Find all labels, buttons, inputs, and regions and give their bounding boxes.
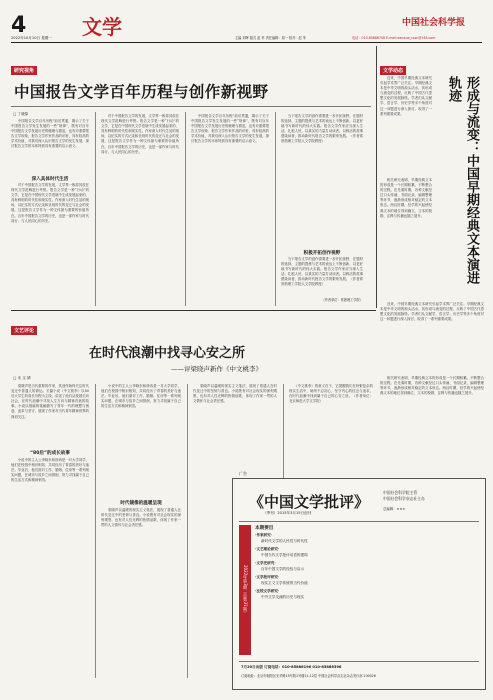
subheading: 时代镜像的温暖呈现 xyxy=(120,501,162,506)
ad-footer: 7月20日出版 订阅电话：010-85886196 010-85886396 xyxy=(241,665,342,669)
article-author: □ 丁晓原 xyxy=(13,112,29,116)
ad-issue-line: （季刊）2015年3月15日创刊 xyxy=(263,511,312,515)
column-label: 研究视角 xyxy=(11,66,37,75)
vertical-article-title: 形成与流变：中国早期经典文本演进轨迹 xyxy=(446,76,479,284)
column-divider xyxy=(275,112,276,306)
ad-sponsor: 中国社会科学杂志社主办 xyxy=(383,496,425,501)
toc-item: ·文艺理论研究· xyxy=(255,547,280,551)
body-paragraph: 当下报告文学的创作需要进一步开拓视野，在题材的选择、主题的提炼与艺术的表达上不断创新，以更好地书写新时代的伟大实践。报告文学作家应当深入生活、扎根人民，以真实的力量打动读者，以鲜活的故事感染读者，推动新时代报告文学的繁荣发展。（作者系常熟理工学院人文学院教授） xyxy=(281,114,363,144)
toc-item: 中国当代文学批评话语的建构 xyxy=(261,553,308,557)
body-paragraph: 中国报告文学百年历程”前后贯通，揭示了关于中国报告文学发生发展的一些“规律”，既有对百年中国报告文学发展历史的梳理与描述，也有对重要报告文学现象、报告文学作家作品的评析，具有较高的学术价值，对我们深入认识报告文学的发生发展，探讨报告文学的本体特质具有重要的启示意义。 xyxy=(11,119,89,149)
left-article xyxy=(11,46,371,308)
ad-label: 广告 xyxy=(239,471,247,476)
body-paragraph: 小说中的主人公李晓东和徐冉是一对大学同学，他们在校园中相识相知，共同经历了青春的美好与迷茫。毕业后，他们面对工作、婚姻、住房等一系列现实问题，在城市与故乡之间徘徊，努力寻找属于自己的生活方式和精神家园。 xyxy=(101,384,181,409)
column-label: 文学动态 xyxy=(380,66,406,75)
column-label: 文艺评论 xyxy=(11,326,37,335)
subheading: “80后”的成长故事 xyxy=(30,451,70,456)
column-divider xyxy=(95,384,96,678)
body-paragraph: 相关研究表明，早期经典文本的形成是一个长期积累、不断整合的过程。在先秦时期，各种文献经过口头传诵、书面记录、编辑整理等环节，逐渐形成相对稳定的文本形态。两汉时期，经学的兴起使经典文本的地位得到确立，文本的校勘、注释与传播也随之展开。 xyxy=(380,376,484,396)
body-paragraph: 《中文桃李》的意义在于，它提醒我们在纷繁复杂的现实生活中，始终不忘初心，坚守内心的信念与追求，在时代浪潮中找到属于自己的心安之所。（作者单位：北京师范大学文学院） xyxy=(289,384,373,404)
article-headline: 在时代浪潮中找寻心安之所 xyxy=(89,346,246,361)
masthead-rule xyxy=(11,42,482,43)
article-subtitle: ——评梁晓声新作《中文桃李》 xyxy=(171,365,262,373)
ad-rule xyxy=(239,521,479,522)
advertisement xyxy=(232,471,486,690)
body-paragraph: 梁晓声以温暖的现实主义笔法，展现了普通人在时代变迁中的坚韧与善良。小说既有对社会现实的深刻观察，也有对人性光辉的热情讴歌，体现了作家一贯的人文情怀与社会责任感。 xyxy=(101,508,181,528)
body-paragraph: 相关研究表明，早期经典文本的形成是一个长期积累、不断整合的过程。在先秦时期，各种文献经过口头传诵、书面记录、编辑整理等环节，逐渐形成相对稳定的文本形态。两汉时期，经学的兴起使经典文本的地位得到确立，文本的校勘、注释与传播也随之展开。 xyxy=(380,178,432,218)
column-divider xyxy=(185,112,186,306)
contact-line: 电话：010-85886708 E-mail:wenxue_cssn@163.com xyxy=(352,36,436,40)
newspaper-name: 中国社会科学报 xyxy=(402,18,466,28)
toc-item: 中外文学交流的历史与现实 xyxy=(261,595,305,599)
ad-issue-label: 2022年第3期（总第31期） xyxy=(243,565,248,615)
masthead xyxy=(0,0,493,44)
ad-editor-line: 总编辑：××× xyxy=(383,507,406,511)
body-paragraph: 对于中国报告文学的发展，文学界一般将其放在现代文学范畴进行考察。报告文学是一种“行动”的文学，它是在中国现代文学语境中生成发展起来的，具有鲜明的时代性和现实性。作家深入时代生活的现场，以纪实的方式记录和呈现时代的变迁与社会的发展，这是报告文学作为一种文体最为重要的价值所在。百年中国报告文学的历史，也是一部作家与时代同行、与人民同心的历史。 xyxy=(11,183,89,223)
ad-rule xyxy=(239,661,479,662)
ad-journal-title: 《中国文学批评》 xyxy=(249,493,370,511)
body-paragraph: 小说中的主人公李晓东和徐冉是一对大学同学，他们在校园中相识相知，共同经历了青春的美好与迷茫。毕业后，他们面对工作、婚姻、住房等一系列现实问题，在城市与故乡之间徘徊，努力寻找属于自己的生活方式和精神家园。 xyxy=(11,458,89,483)
section-title: 文学 xyxy=(82,15,122,39)
body-paragraph: 梁晓声以温暖的现实主义笔法，展现了普通人在时代变迁中的坚韧与善良。小说既有对社会现实的深刻观察，也有对人性光辉的热情讴歌，体现了作家一贯的人文情怀与社会责任感。 xyxy=(193,384,277,404)
article-headline: 中国报告文学百年历程与创作新视野 xyxy=(14,83,269,101)
body-paragraph: 近来，中国早期经典文本研究引起学术界广泛关注。早期经典文本是中华文明的源头活水，其形成与流变的过程，反映了中国古代思想文化的发展脉络。学者们从文献学、语言学、历史学等多个角度对这一问题进行深入探讨，取得了一系列重要成果。 xyxy=(380,302,484,322)
column-divider xyxy=(187,384,188,678)
body-paragraph: 梁晓声是当代重要的作家，其创作始终关注时代变迁中普通人的命运。长篇小说《中文桃李》以80后大学生的成长历程为主线，讲述了他们从校园走向社会，在时代浪潮中寻找人生方向与精神归宿的故事。小说以细腻的笔触描写了青年一代的理想与困惑、追求与坚守，展现了作家对当代青年精神世界的深切关注。 xyxy=(11,384,89,419)
section-rule xyxy=(11,310,376,311)
right-article xyxy=(380,46,484,476)
toc-item: ·作家研究· xyxy=(255,533,273,537)
subheading: 深入具体时代生活 xyxy=(31,177,69,182)
toc-item: ·文学批评研究· xyxy=(255,575,280,579)
body-paragraph: 当下报告文学的创作需要进一步开拓视野，在题材的选择、主题的提炼与艺术的表达上不断创新，以更好地书写新时代的伟大实践。报告文学作家应当深入生活、扎根人民，以真实的力量打动读者，以鲜活的故事感染读者，推动新时代报告文学的繁荣发展。（作者系常熟理工学院人文学院教授） xyxy=(281,257,363,287)
subheading: 积极开拓创作视野 xyxy=(303,251,341,256)
date-line: 2022年10月10日 星期一 xyxy=(11,36,52,40)
ad-toc xyxy=(255,525,477,655)
article-author: □ 禾 玉 婧 xyxy=(13,376,31,380)
toc-item: 百年中国文学的经验与启示 xyxy=(261,567,305,571)
ad-footer: 订阅地址：北京市朝阳区光华路15号院1号楼11-12层 中国社会科学杂志社杂志发行部 100026 xyxy=(241,674,376,678)
body-paragraph: 对于中国报告文学的发展，文学界一般将其放在现代文学范畴进行考察。报告文学是一种“行动”的文学，它是在中国现代文学语境中生成发展起来的，具有鲜明的时代性和现实性。作家深入时代生活的现场，以纪实的方式记录和呈现时代的变迁与社会的发展，这是报告文学作为一种文体最为重要的价值所在。百年中国报告文学的历史，也是一部作家与时代同行、与人民同心的历史。 xyxy=(101,114,179,154)
toc-item: 现实主义文学传统的当代价值 xyxy=(261,581,308,585)
toc-item: ·比较文学研究· xyxy=(255,589,280,593)
toc-item: 新时代文学的人民性与时代性 xyxy=(261,539,308,543)
toc-item: ·文学史研究· xyxy=(255,561,276,565)
section-divider xyxy=(376,46,377,308)
column-divider xyxy=(95,112,96,306)
headline-rule xyxy=(11,106,371,107)
ad-sponsor: 中国社会科学院主管 xyxy=(383,490,418,495)
body-paragraph: 近来，中国早期经典文本研究引起学术界广泛关注。早期经典文本是中华文明的源头活水，其形成与流变的过程，反映了中国古代思想文化的发展脉络。学者们从文献学、语言学、历史学等多个角度对这一问题进行深入探讨，取得了一系列重要成果。 xyxy=(380,76,432,116)
ad-issue-band xyxy=(239,525,251,655)
body-paragraph: 中国报告文学百年历程”前后贯通，揭示了关于中国报告文学发生发展的一些“规律”，既有对百年中国报告文学发展历史的梳理与描述，也有对重要报告文学现象、报告文学作家作品的评析，具有较高的学术价值，对我们深入认识报告文学的发生发展，探讨报告文学的本体特质具有重要的启示意义。 xyxy=(191,114,269,144)
credits-line: 主编 刘晖 版式 赵 苇 责任编辑：周一 校对：赵 苇 xyxy=(235,36,306,40)
toc-heading: 本期要目 xyxy=(255,526,274,531)
page-number: 4 xyxy=(11,13,27,38)
author-note: （作者单位：常熟理工学院） xyxy=(321,298,363,302)
